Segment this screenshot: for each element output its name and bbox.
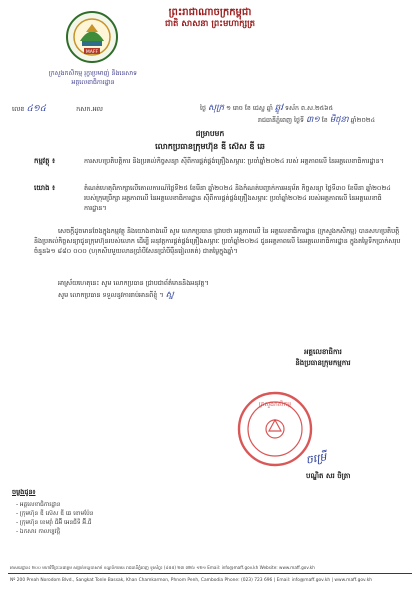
cc-heading: ចម្លងជូន៖ <box>12 488 36 496</box>
ref-suffix: កសក.អល <box>76 105 103 113</box>
national-motto: ជាតិ សាសនា ព្រះមហាក្សត្រ <box>164 19 256 29</box>
official-stamp-icon <box>236 390 314 468</box>
kingdom-title: ព្រះរាជាណាចក្រកម្ពុជា <box>168 7 252 18</box>
date2-month: មិថុនា <box>329 115 349 125</box>
ministry-name-block <box>8 69 178 87</box>
closing-initials: ស្ន <box>165 290 174 300</box>
signer-name: បណ្ឌិត សរ ចិត្រា <box>306 472 351 480</box>
date-mid: ១ រោច ខែ ជេស្ឋ <box>226 105 265 112</box>
ref-number: ៤១៤ <box>26 104 47 114</box>
department-name: អគ្គលេខាធិការដ្ឋាន <box>71 79 115 86</box>
date-year-label: ឆ្នាំ <box>266 105 273 112</box>
subject-text: ការសហប្រតិបត្តិការ និងប្រគល់កិច្ចសន្យា ស៊ីពីការផ្គត់ផ្គង់គ្រឿងសម្ភារៈ ប្រចាំឆ្នាំ២០២៤ របស់ អគ្គភាពលើ នៃអគ្គលេខាធិការដ្ឋាន។ <box>84 157 384 165</box>
reference-text: តំណត់ហេតុពិភាក្សាលើគោលការណ៍ថ្ងៃទី២៥ ខែមីនា ឆ្នាំ២០២៤ និងកំណត់បញ្ជាក់ការអនុម័ត កិច្ចសន្យា ថ្ងៃទី៣០ ខែមីនា ឆ្នាំ២០២៤ របស់ក្រុមប្រឹក្សា អគ្គភាពលើ នៃអគ្គលេខាធិការដ្ឋាន ស៊ីពីការផ្គត់ផ្គង់គ្រឿងសម្ភារៈ ប្រចាំឆ្នាំ២០២៤ របស់អគ្គភាពលើ នៃអគ្គលេខាធិការដ្ឋាន។ <box>84 184 391 212</box>
recipient: លោកប្រធានក្រុមហ៊ុន ឌី ស៊េស ឌី ឆេ <box>155 142 265 151</box>
date-year: ឆ្លូវ <box>274 103 283 113</box>
reference-label: យោង ៖ <box>34 184 56 192</box>
solar-date <box>258 115 375 127</box>
footer-address-english: Nº 200 Preah Norodom Blvd., Sangkat Tonle Bassak, Khan Chamkarmon, Phnom Penh, Cambodia Phone: (023) 723 696 | Email: info@maff.gov.kh | www.maff.gov.kh <box>10 578 373 583</box>
closing-line-2-text: សូម លោកប្រធាន ទទួលនូវការរាប់អានពីខ្ញុំ ។ <box>58 291 164 299</box>
closing-line-1: អាស្រ័យហេតុនេះ សូម លោកប្រធាន ជ្រាបជាព័ត៌មាននិងអនុវត្ត។ <box>58 279 209 287</box>
ministry-name: ក្រសួងកសិកម្ម រុក្ខាប្រមាញ់ និងនេសាទ <box>48 70 138 77</box>
date-prefix: ថ្ងៃ <box>200 105 206 112</box>
cc-item: - ឯកសារ កាលប្បវត្តិ <box>16 529 61 535</box>
cc-item: - ក្រុមហ៊ុន ឌី ស៊េស ឌី ឆេ ខោមប៉ែន <box>16 511 94 517</box>
date2-month-label: ខែ <box>321 117 328 124</box>
date-day: សុក្រ <box>208 103 225 113</box>
date2-prefix: រាជធានីភ្នំពេញ ថ្ងៃទី <box>258 117 304 124</box>
signature-title-2: និងប្រធានក្រុមកម្មការ <box>295 359 351 367</box>
ref-label: លេខ <box>12 105 25 113</box>
cc-item: - អគ្គលេខាធិការដ្ឋាន <box>16 502 61 508</box>
seal-text: MAFF <box>85 50 99 55</box>
salutation: ជម្រាបមក <box>195 129 225 138</box>
date-era: ទស័ក ព.ស.២៥៦៥ <box>284 105 334 112</box>
subject-label: កម្មវត្ថុ ៖ <box>34 157 56 165</box>
ministry-seal-icon <box>64 10 120 64</box>
date2-year: ឆ្នាំ២០២៤ <box>350 117 376 124</box>
reference-number <box>12 103 103 116</box>
date2-day: ៣១ <box>306 115 320 125</box>
body-paragraph: សេចក្តីដូចមានចែងក្នុងកម្មវត្ថុ និងយោងខាងលើ សូម លោកប្រធាន ជ្រាបថា អគ្គភាពលើ នៃ អគ្គលេខាធិការដ្ឋាន (ក្រសួងកសិកម្ម) បានសហប្រតិបត្តិ និងប្រគល់កិច្ចសន្យាជូនក្រុមហ៊ុនរបស់លោក ដើម្បី អនុវត្តការផ្គត់ផ្គង់គ្រឿងសម្ភារៈ ប្រចាំឆ្នាំ២០២៤ ជូនអគ្គភាពលើ នៃអគ្គលេខាធិការដ្ឋាន ក្នុងតម្លៃទឹកប្រាក់សរុប ចំនួន៦១ ៨៨០ ០០០ (ហុកសិបមួយលានប្រាំបីសែនប្រាំបីម៉ឺនរៀលគត់) ជាតម្លៃក្នុងឆ្នាំ។ <box>34 227 401 255</box>
footer-address-khmer: អាសយដ្ឋាន៖ ២០០ មហាវិថីព្រះនរោត្តម សង្កាត់ទន្លេបាសាក់ ខណ្ឌចំការមន រាជធានីភ្នំពេញ ទូរស័ព្ទ៖ (៨៥៥) ២៣ ៧២៦ ១២១ Email: info@maff.gov.kh Website: www.maff.gov.kh <box>10 565 315 570</box>
footer-divider <box>8 573 412 574</box>
signature-title-1: អគ្គលេខាធិការ <box>304 348 342 356</box>
handwritten-signature: ចម្រើ <box>304 450 328 467</box>
closing-line-2 <box>58 290 398 300</box>
cc-item: - ក្រុមហ៊ុន ខេមរ៉ាំ ធីអ៊ី អេនជីទី អ៊ី.ធី <box>16 520 92 526</box>
lunar-date <box>200 103 333 115</box>
stamp-text: ក្រសួងកសិកម្ម <box>258 401 292 408</box>
